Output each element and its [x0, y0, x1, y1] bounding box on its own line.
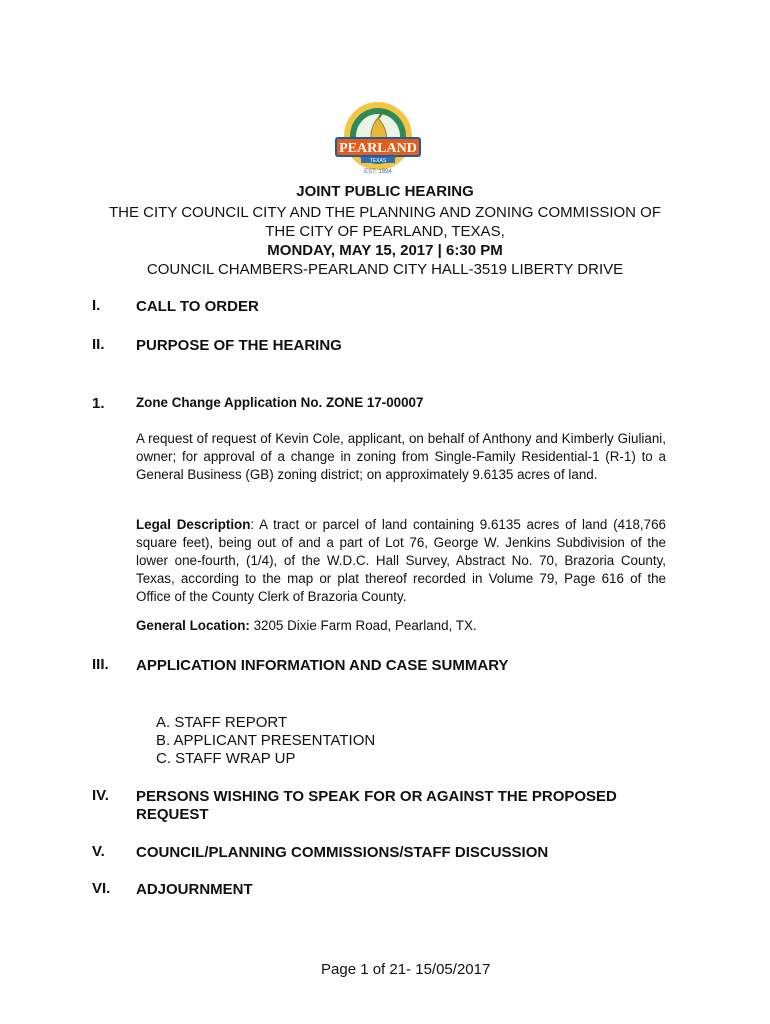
hearing-datetime: MONDAY, MAY 15, 2017 | 6:30 PM	[267, 242, 503, 259]
section-number: VI.	[92, 880, 111, 897]
section-application-info: APPLICATION INFORMATION AND CASE SUMMARY	[136, 657, 509, 674]
item-number: 1.	[92, 395, 105, 412]
section-persons-wishing-line2: REQUEST	[136, 806, 209, 823]
section-number: II.	[92, 336, 105, 353]
section-call-to-order: CALL TO ORDER	[136, 298, 259, 315]
general-location-label: General Location:	[136, 618, 250, 633]
hearing-subtitle-line1: THE CITY COUNCIL CITY AND THE PLANNING AND ZONING COMMISSION OF	[108, 204, 661, 221]
hearing-subtitle-line2: THE CITY OF PEARLAND, TEXAS,	[265, 223, 505, 240]
list-item-staff-report: A. STAFF REPORT	[156, 714, 288, 731]
section-number: III.	[92, 656, 109, 673]
hearing-location: COUNCIL CHAMBERS-PEARLAND CITY HALL-3519 LIBERTY DRIVE	[146, 261, 624, 278]
section-number: I.	[92, 297, 101, 314]
zone-change-title: Zone Change Application No. ZONE 17-00007	[136, 395, 424, 410]
legal-description-text: : A tract or parcel of land containing 9.6135 acres of land (418,766 square feet), being out of and a part of Lot 76, George W. Jenkins Subdivision of the lower one-fourth, (1/4), of the W.D.C. Hall Survey, Abstract No. 70, Brazoria County, Texas, according to the map or plat thereof recorded in Volume 79, Page 616 of the Office of the County Clerk of Brazoria County.	[136, 517, 666, 604]
logo-name: PEARLAND	[339, 141, 417, 156]
section-discussion: COUNCIL/PLANNING COMMISSIONS/STAFF DISCUSSION	[136, 844, 549, 861]
list-item-applicant-presentation: B. APPLICANT PRESENTATION	[156, 732, 376, 749]
page-footer: Page 1 of 21- 15/05/2017	[321, 961, 491, 978]
section-number: V.	[92, 843, 105, 860]
section-adjournment: ADJOURNMENT	[136, 881, 253, 898]
request-paragraph: A request of request of Kevin Cole, applicant, on behalf of Anthony and Kimberly Giuliani, owner; for approval of a change in zoning from Single-Family Residential-1 (R-1) to a General Business (GB) zoning district; on approximately 9.6135 acres of land.	[136, 431, 666, 482]
svg-text:TEXAS: TEXAS	[369, 158, 387, 164]
section-purpose: PURPOSE OF THE HEARING	[136, 337, 342, 354]
general-location-paragraph	[136, 617, 666, 635]
list-item-staff-wrap-up: C. STAFF WRAP UP	[156, 750, 296, 767]
legal-description-label: Legal Description	[136, 517, 251, 532]
general-location-text: 3205 Dixie Farm Road, Pearland, TX.	[249, 618, 477, 633]
svg-text:EST. 1894: EST. 1894	[364, 169, 392, 175]
section-number: IV.	[92, 787, 109, 804]
hearing-title: JOINT PUBLIC HEARING	[296, 183, 474, 200]
legal-description-paragraph	[136, 516, 666, 606]
city-logo	[333, 100, 423, 180]
section-persons-wishing-line1: PERSONS WISHING TO SPEAK FOR OR AGAINST THE PROPOSED	[136, 788, 617, 805]
